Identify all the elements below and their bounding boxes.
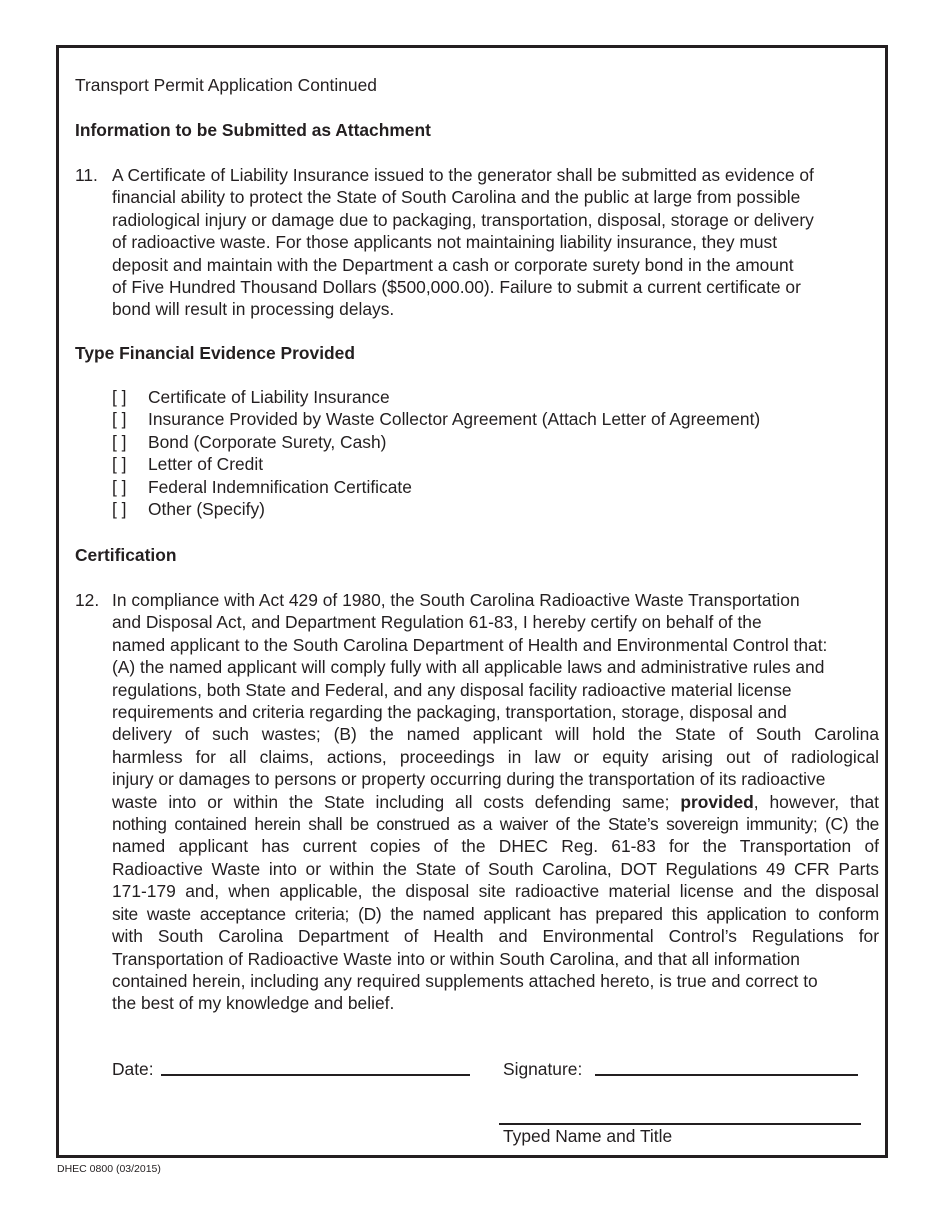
- item-12-number: 12.: [75, 590, 100, 610]
- option-label: Insurance Provided by Waste Collector Agreement (Attach Letter of Agreement): [148, 409, 761, 430]
- item-12-line: named applicant to the South Carolina Department of Health and Environmental Control that:: [112, 634, 828, 655]
- typed-name-label: Typed Name and Title: [503, 1126, 673, 1146]
- item-11-text: [112, 164, 880, 321]
- item-12-line: injury or damages to persons or property occurring during the transportation of its radioactive: [112, 769, 826, 790]
- form-id: DHEC 0800 (03/2015): [57, 1163, 161, 1175]
- checkbox[interactable]: [ ]: [112, 476, 127, 497]
- item-11-number: 11.: [75, 165, 98, 185]
- item-12-line: [112, 791, 879, 813]
- item-11-line: financial ability to protect the State of South Carolina and the public at large from possible: [112, 187, 801, 208]
- item-11-line: radiological injury or damage due to packaging, transportation, disposal, storage or delivery: [112, 209, 814, 230]
- item-11-line: of radioactive waste. For those applicants not maintaining liability insurance, they must: [112, 232, 778, 253]
- item-12-line: with South Carolina Department of Health and Environmental Control’s Regulations for: [112, 926, 879, 947]
- attachment-heading: Information to be Submitted as Attachment: [75, 120, 431, 140]
- item-12-line: delivery of such wastes; (B) the named applicant will hold the State of South Carolina: [112, 724, 879, 745]
- item-12-line: Transportation of Radioactive Waste into or within South Carolina, and that all information: [112, 948, 800, 969]
- item-12-line: and Disposal Act, and Department Regulation 61-83, I hereby certify on behalf of the: [112, 612, 762, 633]
- item-12-line: In compliance with Act 429 of 1980, the South Carolina Radioactive Waste Transportation: [112, 590, 800, 610]
- option-waste-collector-agreement[interactable]: [112, 408, 760, 430]
- item-12-line: harmless for all claims, actions, proceedings in law or equity arising out of radiological: [112, 746, 879, 767]
- provided-emphasis: provided: [680, 791, 754, 812]
- item-12-line: 171-179 and, when applicable, the disposal site radioactive material license and the disposal: [112, 881, 879, 902]
- option-label: Other (Specify): [148, 499, 265, 520]
- item-12-line-start: waste into or within the State including all costs defending same;: [112, 791, 681, 812]
- item-12-line: nothing contained herein shall be construed as a waiver of the State’s sovereign immunity; (C) the: [112, 814, 879, 835]
- option-federal-indemnification[interactable]: [112, 476, 760, 498]
- option-bond[interactable]: [112, 431, 760, 453]
- option-letter-of-credit[interactable]: [112, 453, 760, 475]
- date-field[interactable]: [161, 1074, 470, 1076]
- date-label: Date:: [112, 1059, 154, 1079]
- item-12-line: Radioactive Waste into or within the State of South Carolina, DOT Regulations 49 CFR Parts: [112, 858, 879, 879]
- option-label: Federal Indemnification Certificate: [148, 476, 412, 497]
- item-12-line: contained herein, including any required supplements attached hereto, is true and correct to: [112, 970, 818, 991]
- item-12-line: named applicant has current copies of the DHEC Reg. 61-83 for the Transportation of: [112, 836, 879, 857]
- financial-evidence-heading: Type Financial Evidence Provided: [75, 343, 355, 363]
- item-12-line-end: , however, that: [753, 791, 880, 812]
- option-label: Certificate of Liability Insurance: [148, 387, 390, 407]
- checkbox[interactable]: [ ]: [112, 409, 127, 430]
- option-label: Letter of Credit: [148, 454, 264, 475]
- item-12-line: the best of my knowledge and belief.: [112, 993, 395, 1014]
- item-12-line: regulations, both State and Federal, and any disposal facility radioactive material license: [112, 679, 792, 700]
- signature-label: Signature:: [503, 1059, 583, 1079]
- option-label: Bond (Corporate Surety, Cash): [148, 431, 387, 452]
- checkbox[interactable]: [ ]: [112, 454, 127, 475]
- checkbox[interactable]: [ ]: [112, 387, 127, 407]
- certification-heading: Certification: [75, 545, 177, 565]
- item-12-line: requirements and criteria regarding the packaging, transportation, storage, disposal and: [112, 702, 787, 723]
- signature-field[interactable]: [595, 1074, 858, 1076]
- item-11-line: bond will result in processing delays.: [112, 299, 395, 320]
- item-12-line: site waste acceptance criteria; (D) the named applicant has prepared this application to conform: [112, 903, 879, 924]
- item-11-line: of Five Hundred Thousand Dollars ($500,000.00). Failure to submit a current certificate or: [112, 277, 801, 298]
- checkbox[interactable]: [ ]: [112, 499, 127, 520]
- page-title: Transport Permit Application Continued: [75, 75, 377, 95]
- option-other[interactable]: [112, 498, 760, 520]
- item-11-line: deposit and maintain with the Department a cash or corporate surety bond in the amount: [112, 254, 794, 275]
- option-liability-insurance[interactable]: [112, 386, 760, 408]
- checkbox[interactable]: [ ]: [112, 431, 127, 452]
- financial-evidence-options: [112, 386, 760, 520]
- item-12-text: [112, 589, 879, 1015]
- item-11-line: A Certificate of Liability Insurance issued to the generator shall be submitted as evidence of: [112, 165, 814, 185]
- item-12-line: (A) the named applicant will comply fully with all applicable laws and administrative rules and: [112, 657, 825, 678]
